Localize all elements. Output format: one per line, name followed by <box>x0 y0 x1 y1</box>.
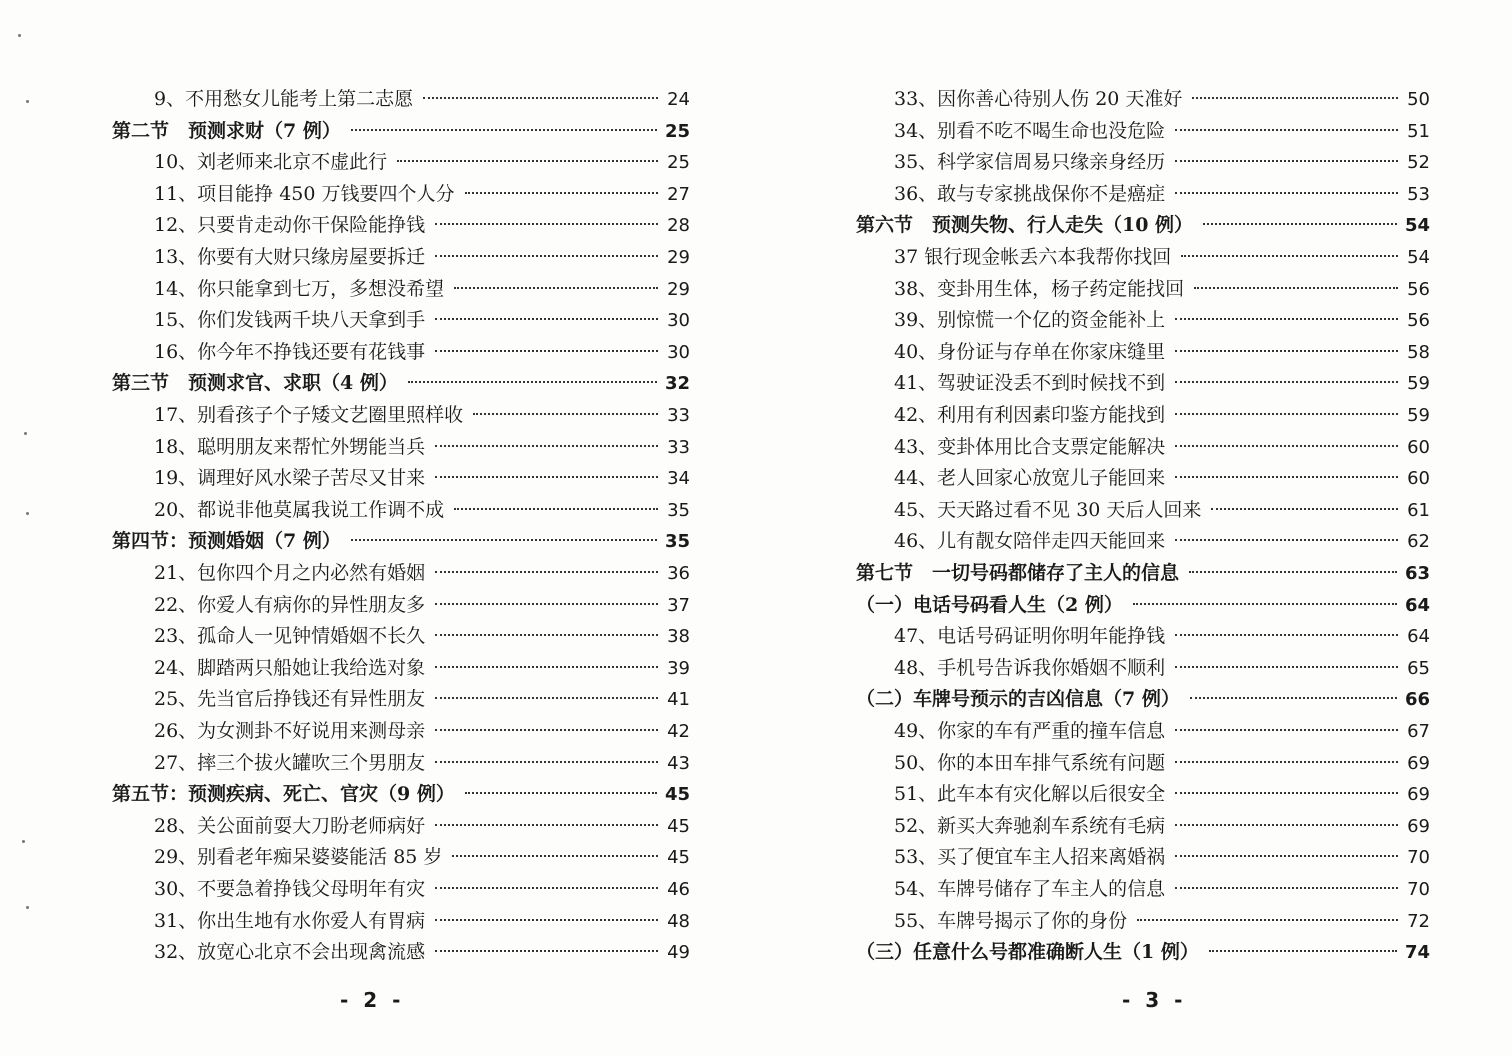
toc-entry-page: 41 <box>667 689 690 711</box>
toc-entry-page: 51 <box>1407 120 1430 142</box>
toc-entry <box>852 368 1430 398</box>
toc-entry <box>112 147 690 177</box>
dot-leader <box>1175 634 1398 636</box>
toc-entry-page: 69 <box>1407 815 1430 837</box>
toc-entry <box>852 906 1430 936</box>
dot-leader <box>1175 792 1398 794</box>
toc-entry-title: 24、脚踏两只船她让我给选对象 <box>154 656 426 679</box>
toc-entry-title: （二）车牌号预示的吉凶信息（7 例） <box>856 688 1180 711</box>
toc-entry-title: 19、调理好风水梁子苦尽又甘来 <box>154 467 426 490</box>
toc-entry-title: 30、不要急着挣钱父母明年有灾 <box>154 878 426 900</box>
toc-entry-page: 34 <box>667 468 690 490</box>
toc-entry-title: 20、都说非他莫属我说工作调不成 <box>154 498 445 521</box>
toc-entry-page: 30 <box>667 310 690 332</box>
toc-entry-title: 第五节：预测疾病、死亡、官灾（9 例） <box>112 783 455 806</box>
toc-entry <box>112 906 690 936</box>
toc-entry-page: 42 <box>667 721 690 742</box>
toc-entry <box>112 811 690 841</box>
toc-section-heading <box>852 937 1430 967</box>
toc-entry-page: 61 <box>1407 499 1430 521</box>
toc-entry <box>112 84 690 114</box>
dot-leader <box>351 539 657 541</box>
toc-entry <box>112 937 690 967</box>
dot-leader <box>1211 508 1398 510</box>
toc-entry-title: （三）任意什么号都准确断人生（1 例） <box>856 941 1199 964</box>
toc-entry-page: 65 <box>1407 657 1430 679</box>
toc-entry <box>852 526 1430 556</box>
toc-entry-title: 39、别惊慌一个亿的资金能补上 <box>894 309 1166 332</box>
toc-entry-page: 72 <box>1407 910 1430 932</box>
dot-leader <box>1133 603 1397 605</box>
toc-entry-title: 22、你爱人有病你的异性朋友多 <box>154 593 426 616</box>
toc-entry-page: 37 <box>667 594 690 616</box>
dot-leader <box>454 287 658 289</box>
dot-leader <box>435 919 658 921</box>
dot-leader <box>454 508 658 510</box>
toc-entry-page: 56 <box>1407 310 1430 332</box>
toc-entry-title: 50、你的本田车排气系统有问题 <box>894 751 1166 774</box>
dot-leader <box>1175 855 1398 857</box>
toc-entry-title: 16、你今年不挣钱还要有花钱事 <box>154 340 426 363</box>
toc-entry <box>852 779 1430 809</box>
toc-entry-title: 21、包你四个月之内必然有婚姻 <box>154 562 426 584</box>
page-number-left: - 2 - <box>340 988 405 1012</box>
toc-entry-title: 55、车牌号揭示了你的身份 <box>894 909 1128 932</box>
toc-entry-page: 63 <box>1404 563 1430 584</box>
toc-entry <box>852 84 1430 114</box>
dot-leader <box>1175 413 1398 415</box>
toc-entry-title: 45、天天路过看不见 30 天后人回来 <box>894 498 1202 521</box>
toc-entry <box>852 274 1430 304</box>
toc-entry-title: （一）电话号码看人生（2 例） <box>856 593 1123 616</box>
dot-leader <box>1175 729 1398 731</box>
toc-entry-title: 32、放宽心北京不会出现禽流感 <box>154 941 426 964</box>
toc-entry-title: 第四节：预测婚姻（7 例） <box>112 530 341 553</box>
dot-leader <box>435 729 658 731</box>
toc-entry-page: 29 <box>667 278 690 300</box>
dot-leader <box>1175 129 1398 131</box>
dot-leader <box>435 318 658 320</box>
toc-entry <box>852 432 1430 462</box>
toc-entry-page: 50 <box>1407 89 1430 110</box>
toc-entry-page: 54 <box>1407 247 1430 268</box>
toc-entry-title: 第二节 预测求财（7 例） <box>112 119 341 142</box>
scan-speck <box>18 34 21 37</box>
toc-entry-title: 第七节 一切号码都储存了主人的信息 <box>856 562 1180 584</box>
toc-entry-title: 13、你要有大财只缘房屋要拆迁 <box>154 246 426 268</box>
dot-leader <box>1189 571 1397 573</box>
toc-entry-page: 45 <box>667 815 690 837</box>
toc-entry-page: 60 <box>1407 468 1430 490</box>
dot-leader <box>465 192 658 194</box>
toc-entry-title: 36、敢与专家挑战保你不是癌症 <box>894 182 1166 205</box>
toc-entry <box>112 179 690 209</box>
toc-entry-page: 29 <box>667 247 690 268</box>
toc-entry-page: 59 <box>1407 373 1430 395</box>
toc-entry-title: 28、关公面前耍大刀盼老师病好 <box>154 814 426 837</box>
toc-entry <box>852 653 1430 683</box>
toc-entry <box>112 432 690 462</box>
toc-section-heading <box>112 526 690 556</box>
toc-entry <box>112 684 690 714</box>
toc-entry-title: 40、身份证与存单在你家床缝里 <box>894 340 1166 363</box>
scan-speck <box>26 512 29 515</box>
page-number-right: - 3 - <box>1122 988 1187 1012</box>
toc-entry-title: 12、只要肯走动你干保险能挣钱 <box>154 214 426 237</box>
toc-entry-title: 14、你只能拿到七万，多想没希望 <box>154 277 445 300</box>
dot-leader <box>435 476 658 478</box>
toc-entry-page: 35 <box>664 531 690 553</box>
toc-entry <box>112 305 690 335</box>
toc-entry <box>852 337 1430 367</box>
toc-entry-title: 18、聪明朋友来帮忙外甥能当兵 <box>154 435 426 458</box>
toc-entry-page: 28 <box>667 215 690 237</box>
toc-entry-page: 46 <box>667 879 690 900</box>
toc-section-heading <box>852 684 1430 714</box>
toc-entry-page: 58 <box>1407 341 1430 363</box>
dot-leader <box>423 97 658 99</box>
toc-entry-page: 69 <box>1407 752 1430 774</box>
toc-entry <box>112 242 690 272</box>
toc-entry <box>112 495 690 525</box>
toc-entry-title: 23、孤命人一见钟情婚姻不长久 <box>154 625 426 648</box>
toc-entry-title: 46、儿有靓女陪伴走四天能回来 <box>894 530 1166 553</box>
dot-leader <box>452 855 658 857</box>
toc-entry-page: 30 <box>667 341 690 363</box>
toc-entry <box>112 653 690 683</box>
dot-leader <box>465 792 657 794</box>
dot-leader <box>435 571 658 573</box>
toc-entry-title: 53、买了便宜车主人招来离婚祸 <box>894 846 1166 869</box>
dot-leader <box>435 666 658 668</box>
toc-entry <box>112 274 690 304</box>
toc-entry-page: 24 <box>667 89 690 110</box>
toc-entry-title: 第六节 预测失物、行人走失（10 例） <box>856 214 1194 237</box>
dot-leader <box>435 887 658 889</box>
toc-entry-page: 70 <box>1407 847 1430 869</box>
toc-entry-page: 60 <box>1407 436 1430 458</box>
dot-leader <box>1175 666 1398 668</box>
toc-entry-page: 74 <box>1404 942 1430 964</box>
dot-leader <box>1175 761 1398 763</box>
toc-section-heading <box>852 590 1430 620</box>
toc-entry <box>112 842 690 872</box>
dot-leader <box>1203 223 1397 225</box>
toc-entry <box>112 590 690 620</box>
dot-leader <box>1175 160 1398 162</box>
dot-leader <box>1190 697 1397 699</box>
toc-entry <box>112 748 690 778</box>
dot-leader <box>1137 919 1398 921</box>
toc-entry-title: 43、变卦体用比合支票定能解决 <box>894 435 1166 458</box>
toc-entry-page: 59 <box>1407 405 1430 426</box>
dot-leader <box>1209 950 1397 952</box>
toc-entry <box>852 874 1430 904</box>
dot-leader <box>1175 539 1398 541</box>
toc-entry-page: 25 <box>664 120 690 142</box>
toc-entry-title: 34、别看不吃不喝生命也没危险 <box>894 119 1166 142</box>
dot-leader <box>435 761 658 763</box>
toc-entry <box>852 621 1430 651</box>
toc-entry-page: 39 <box>667 657 690 679</box>
toc-entry-title: 54、车牌号储存了车主人的信息 <box>894 878 1166 900</box>
toc-entry <box>112 463 690 493</box>
toc-section-heading <box>112 368 690 398</box>
toc-entry-title: 38、变卦用生体，杨子药定能找回 <box>894 277 1185 300</box>
toc-entry-page: 27 <box>667 183 690 205</box>
scan-speck <box>26 906 29 909</box>
dot-leader <box>1175 381 1398 383</box>
toc-entry <box>852 179 1430 209</box>
toc-section-heading <box>112 779 690 809</box>
toc-entry <box>112 558 690 588</box>
dot-leader <box>1175 445 1398 447</box>
toc-entry-page: 38 <box>667 626 690 648</box>
scan-speck <box>24 432 27 435</box>
dot-leader <box>1175 476 1398 478</box>
dot-leader <box>435 950 658 952</box>
toc-entry-page: 64 <box>1404 594 1430 616</box>
toc-section-heading <box>852 210 1430 240</box>
toc-entry-page: 54 <box>1404 215 1430 237</box>
toc-entry <box>112 400 690 430</box>
toc-entry-title: 47、电话号码证明你明年能挣钱 <box>894 625 1166 648</box>
dot-leader <box>435 634 658 636</box>
toc-entry-title: 37 银行现金帐丢六本我帮你找回 <box>894 246 1172 268</box>
toc-entry <box>112 337 690 367</box>
toc-entry-title: 25、先当官后挣钱还有异性朋友 <box>154 688 426 711</box>
toc-entry-title: 41、驾驶证没丢不到时候找不到 <box>894 372 1166 395</box>
scan-speck <box>26 100 29 103</box>
toc-entry <box>112 621 690 651</box>
toc-entry <box>852 811 1430 841</box>
dot-leader <box>435 697 658 699</box>
dot-leader <box>1175 887 1398 889</box>
toc-entry-page: 36 <box>667 563 690 584</box>
right-page <box>852 80 1430 980</box>
toc-entry-title: 10、刘老师来北京不虚此行 <box>154 151 388 174</box>
toc-entry-title: 51、此车本有灾化解以后很安全 <box>894 783 1166 806</box>
toc-entry-title: 35、科学家信周易只缘亲身经历 <box>894 151 1166 174</box>
toc-entry <box>852 495 1430 525</box>
toc-entry-title: 17、别看孩子个子矮文艺圈里照样收 <box>154 404 464 426</box>
dot-leader <box>1175 350 1398 352</box>
toc-entry-title: 42、利用有利因素印鉴方能找到 <box>894 404 1166 426</box>
toc-entry-page: 25 <box>667 152 690 174</box>
dot-leader <box>1181 255 1398 257</box>
toc-entry <box>852 748 1430 778</box>
toc-entry-title: 15、你们发钱两千块八天拿到手 <box>154 309 426 332</box>
dot-leader <box>435 445 658 447</box>
toc-entry-page: 52 <box>1407 152 1430 174</box>
toc-entry-page: 45 <box>664 784 690 806</box>
toc-entry-page: 69 <box>1407 784 1430 806</box>
toc-section-heading <box>852 558 1430 588</box>
toc-entry <box>112 874 690 904</box>
dot-leader <box>1194 287 1398 289</box>
dot-leader <box>1175 192 1398 194</box>
dot-leader <box>435 603 658 605</box>
toc-entry <box>112 716 690 746</box>
toc-entry-page: 53 <box>1407 183 1430 205</box>
toc-entry <box>112 210 690 240</box>
toc-entry-page: 45 <box>667 847 690 869</box>
toc-entry-title: 48、手机号告诉我你婚姻不顺利 <box>894 656 1166 679</box>
toc-entry <box>852 400 1430 430</box>
scan-speck <box>22 840 25 843</box>
toc-entry-title: 49、你家的车有严重的撞车信息 <box>894 720 1166 742</box>
dot-leader <box>435 223 658 225</box>
toc-entry-page: 35 <box>667 499 690 521</box>
toc-entry <box>852 242 1430 272</box>
toc-entry <box>852 716 1430 746</box>
toc-entry <box>852 116 1430 146</box>
toc-entry-page: 70 <box>1407 879 1430 900</box>
toc-entry <box>852 147 1430 177</box>
toc-entry-title: 11、项目能挣 450 万钱要四个人分 <box>154 182 455 205</box>
toc-entry-title: 31、你出生地有水你爱人有胃病 <box>154 909 426 932</box>
dot-leader <box>351 129 657 131</box>
dot-leader <box>408 381 657 383</box>
toc-entry-title: 33、因你善心待别人伤 20 天准好 <box>894 88 1183 110</box>
toc-entry-page: 33 <box>667 405 690 426</box>
toc-entry <box>852 842 1430 872</box>
toc-entry-page: 43 <box>667 752 690 774</box>
toc-entry-page: 62 <box>1407 531 1430 553</box>
left-page <box>112 80 690 980</box>
toc-entry-title: 52、新买大奔驰刹车系统有毛病 <box>894 814 1166 837</box>
toc-entry-title: 第三节 预测求官、求职（4 例） <box>112 372 398 395</box>
toc-section-heading <box>112 116 690 146</box>
toc-entry-page: 49 <box>667 942 690 964</box>
toc-entry-page: 56 <box>1407 278 1430 300</box>
toc-entry-title: 29、别看老年痴呆婆婆能活 85 岁 <box>154 846 443 869</box>
dot-leader <box>1192 97 1398 99</box>
toc-entry <box>852 463 1430 493</box>
toc-entry-title: 27、摔三个拔火罐吹三个男朋友 <box>154 751 426 774</box>
toc-entry-title: 44、老人回家心放宽儿子能回来 <box>894 467 1166 490</box>
toc-entry-page: 33 <box>667 436 690 458</box>
toc-entry <box>852 305 1430 335</box>
toc-entry-page: 32 <box>664 373 690 395</box>
toc-entry-title: 9、不用愁女儿能考上第二志愿 <box>154 88 414 110</box>
toc-entry-page: 64 <box>1407 626 1430 648</box>
toc-entry-page: 48 <box>667 910 690 932</box>
dot-leader <box>1175 824 1398 826</box>
dot-leader <box>1175 318 1398 320</box>
toc-entry-page: 66 <box>1404 689 1430 711</box>
toc-entry-page: 67 <box>1407 721 1430 742</box>
toc-entry-title: 26、为女测卦不好说用来测母亲 <box>154 720 426 742</box>
dot-leader <box>397 160 658 162</box>
dot-leader <box>435 350 658 352</box>
dot-leader <box>435 255 658 257</box>
dot-leader <box>435 824 658 826</box>
dot-leader <box>473 413 658 415</box>
